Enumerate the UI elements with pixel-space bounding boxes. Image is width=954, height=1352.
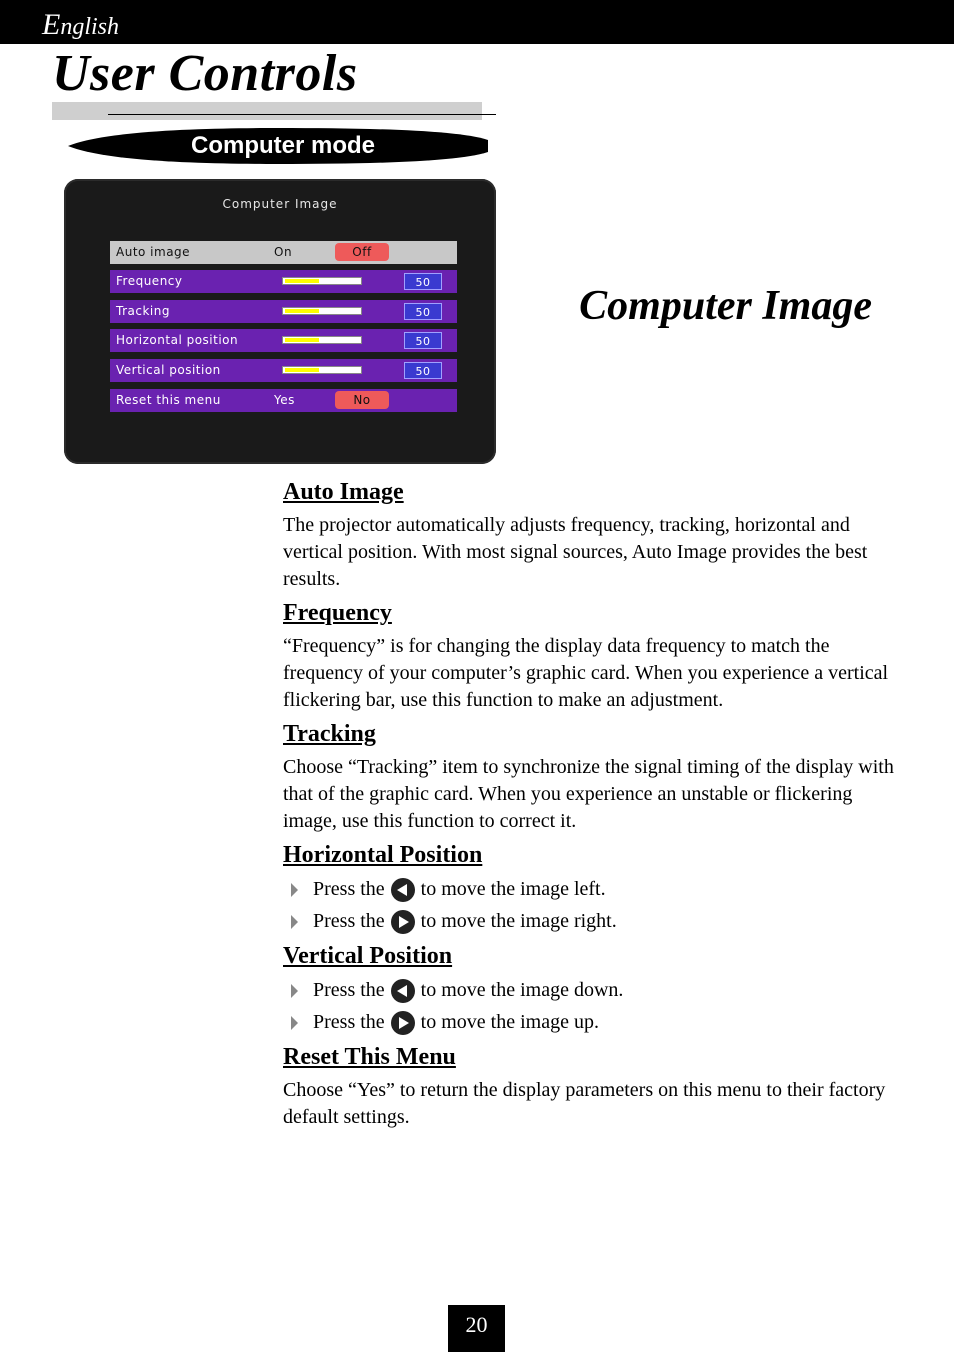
left-arrow-button-icon xyxy=(391,878,415,902)
osd-slider-fill xyxy=(285,338,319,342)
osd-slider-fill xyxy=(285,368,319,372)
osd-slider-fill xyxy=(285,309,319,313)
title-rule xyxy=(108,114,496,115)
osd-option-yes[interactable]: Yes xyxy=(274,393,295,407)
osd-option-on[interactable]: On xyxy=(274,245,293,259)
bullet-arrow-icon xyxy=(291,915,298,929)
bullet-text: Press the xyxy=(313,910,385,932)
text-auto-image: The projector automatically adjusts frequency, tracking, horizontal and vertical position. With most signal sources, Auto Image provides the best results. xyxy=(283,514,868,590)
page-title: User Controls xyxy=(52,45,358,102)
header-bar xyxy=(0,0,954,44)
osd-row-reset-menu[interactable] xyxy=(110,389,457,412)
title-underbar xyxy=(52,102,482,120)
bullet-text: Press the xyxy=(313,979,385,1001)
right-arrow-button-icon xyxy=(391,910,415,934)
osd-title: Computer Image xyxy=(222,197,338,211)
bullet-horizontal-left xyxy=(291,876,903,903)
bullet-text: to move the image right. xyxy=(420,910,617,932)
bullet-vertical-up xyxy=(291,1009,903,1036)
left-arrow-button-icon xyxy=(391,979,415,1003)
text-reset-this-menu: Choose “Yes” to return the display parameters on this menu to their factory default settings. xyxy=(283,1079,886,1128)
osd-value: 50 xyxy=(404,303,442,320)
osd-row-auto-image[interactable] xyxy=(110,241,457,264)
bullet-horizontal-right xyxy=(291,908,903,935)
osd-row-tracking[interactable] xyxy=(110,300,457,323)
page-number: 20 xyxy=(448,1305,505,1352)
osd-slider[interactable] xyxy=(282,336,362,344)
osd-row-label: Horizontal position xyxy=(116,333,239,347)
osd-menu xyxy=(64,179,496,464)
bullet-arrow-icon xyxy=(291,883,298,897)
osd-row-vertical-position[interactable] xyxy=(110,359,457,382)
osd-value: 50 xyxy=(404,273,442,290)
content-column xyxy=(283,476,903,1135)
osd-slider[interactable] xyxy=(282,277,362,285)
osd-slider[interactable] xyxy=(282,366,362,374)
bullet-text: to move the image up. xyxy=(420,1011,599,1033)
text-frequency: “Frequency” is for changing the display data frequency to match the frequency of your computer’s graphic card. When you experience a vertical flickering bar, use this function to make an adjustment. xyxy=(283,635,889,711)
bullet-text: Press the xyxy=(313,1011,385,1033)
osd-slider[interactable] xyxy=(282,307,362,315)
osd-row-label: Reset this menu xyxy=(116,393,221,407)
bullet-vertical-down xyxy=(291,977,903,1004)
mode-label: Computer mode xyxy=(190,132,375,159)
osd-row-label: Auto image xyxy=(116,245,191,259)
heading-vertical-position: Vertical Position xyxy=(283,943,453,969)
heading-horizontal-position: Horizontal Position xyxy=(283,842,483,868)
osd-option-off[interactable]: Off xyxy=(335,243,389,261)
osd-row-label: Tracking xyxy=(116,304,170,318)
text-tracking: Choose “Tracking” item to synchronize the signal timing of the display with that of the graphic card. When you experience an unstable or flickering image, use this function to correct it. xyxy=(283,756,894,832)
heading-tracking: Tracking xyxy=(283,721,376,747)
osd-row-horizontal-position[interactable] xyxy=(110,329,457,352)
osd-row-label: Frequency xyxy=(116,274,183,288)
bullet-arrow-icon xyxy=(291,1016,298,1030)
osd-value: 50 xyxy=(404,362,442,379)
osd-row-frequency[interactable] xyxy=(110,270,457,293)
bullet-text: to move the image down. xyxy=(420,979,624,1001)
bullet-text: to move the image left. xyxy=(420,878,606,900)
bullet-arrow-icon xyxy=(291,984,298,998)
osd-option-no[interactable]: No xyxy=(335,391,389,409)
osd-row-label: Vertical position xyxy=(116,363,221,377)
heading-reset-this-menu: Reset This Menu xyxy=(283,1044,456,1070)
heading-auto-image: Auto Image xyxy=(283,479,404,505)
osd-value: 50 xyxy=(404,332,442,349)
osd-slider-fill xyxy=(285,279,319,283)
heading-frequency: Frequency xyxy=(283,600,392,626)
section-heading: Computer Image xyxy=(579,283,872,329)
right-arrow-button-icon xyxy=(391,1011,415,1035)
language-label: English xyxy=(42,8,120,41)
bullet-text: Press the xyxy=(313,878,385,900)
